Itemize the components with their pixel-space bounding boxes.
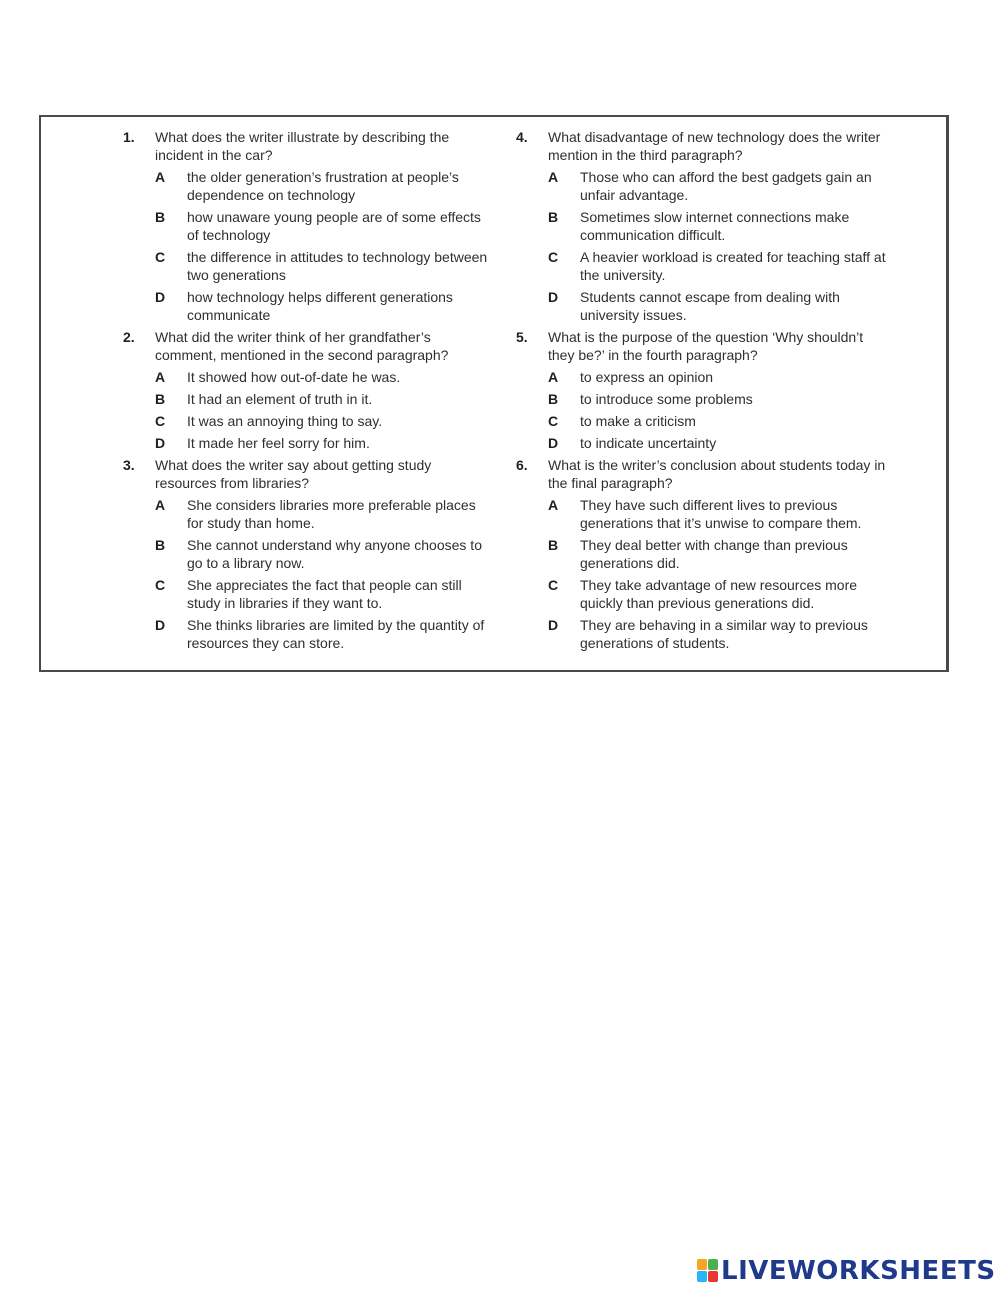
option-letter: C [548,413,559,429]
option-a[interactable] [155,368,498,386]
option-text: They take advantage of new resources more quickly than previous generations did. [580,577,858,611]
option-text: to express an opinion [580,369,714,385]
option-text: Those who can afford the best gadgets gain an unfair advantage. [580,169,872,203]
question-number: 3. [123,457,135,473]
option-text: how unaware young people are of some effects of technology [187,209,481,243]
question-row [516,328,891,364]
logo-block-blue [697,1271,707,1282]
option-text: how technology helps different generations communicate [187,289,453,323]
question-6 [516,456,891,652]
answer-options [548,368,891,452]
question-row [516,456,891,492]
option-text: It had an element of truth in it. [187,391,373,407]
question-2 [123,328,498,452]
question-text: What is the writer’s conclusion about students today in the final paragraph? [548,457,886,491]
question-text: What does the writer say about getting study resources from libraries? [155,457,432,491]
answer-options [155,496,498,652]
option-a[interactable] [548,168,891,204]
question-3 [123,456,498,652]
option-text: She thinks libraries are limited by the quantity of resources they can store. [187,617,485,651]
option-text: She considers libraries more preferable places for study than home. [187,497,476,531]
option-letter: C [155,577,166,593]
question-row [516,128,891,164]
question-5 [516,328,891,452]
question-row [123,128,498,164]
option-c[interactable] [548,248,891,284]
option-text: It made her feel sorry for him. [187,435,370,451]
option-c[interactable] [155,248,498,284]
logo-block-red [708,1271,718,1282]
option-text: Students cannot escape from dealing with university issues. [580,289,840,323]
option-letter: A [155,497,166,513]
option-letter: D [548,289,559,305]
question-text: What is the purpose of the question ‘Why shouldn’t they be?’ in the fourth paragraph? [548,329,864,363]
option-letter: B [548,537,559,553]
option-text: the older generation’s frustration at people’s dependence on technology [187,169,459,203]
option-text: the difference in attitudes to technology between two generations [187,249,488,283]
option-text: She appreciates the fact that people can still study in libraries if they want to. [187,577,462,611]
option-letter: B [548,391,559,407]
question-text: What does the writer illustrate by describing the incident in the car? [155,129,450,163]
option-text: They are behaving in a similar way to previous generations of students. [580,617,868,651]
option-letter: A [548,497,559,513]
option-d[interactable] [155,434,498,452]
question-number: 2. [123,329,135,345]
option-text: It was an annoying thing to say. [187,413,383,429]
option-letter: D [548,617,559,633]
option-letter: B [155,537,166,553]
option-letter: C [548,249,559,265]
option-c[interactable] [548,412,891,430]
option-text: Sometimes slow internet connections make communication difficult. [580,209,850,243]
option-d[interactable] [155,288,498,324]
option-b[interactable] [548,208,891,244]
option-a[interactable] [155,168,498,204]
option-letter: A [548,169,559,185]
question-1 [123,128,498,324]
answer-options [155,368,498,452]
question-number: 1. [123,129,135,145]
option-text: to make a criticism [580,413,696,429]
option-text: It showed how out-of-date he was. [187,369,401,385]
option-b[interactable] [155,390,498,408]
option-text: A heavier workload is created for teaching staff at the university. [580,249,886,283]
option-letter: B [155,391,166,407]
answer-options [548,496,891,652]
option-letter: A [155,369,166,385]
option-c[interactable] [155,412,498,430]
option-d[interactable] [548,434,891,452]
question-text: What did the writer think of her grandfather’s comment, mentioned in the second paragraph? [155,329,449,363]
option-letter: A [155,169,166,185]
option-b[interactable] [548,390,891,408]
option-letter: D [155,617,166,633]
option-a[interactable] [155,496,498,532]
option-letter: B [155,209,166,225]
option-text: to indicate uncertainty [580,435,717,451]
option-letter: C [155,413,166,429]
option-text: to introduce some problems [580,391,753,407]
answer-options [155,168,498,324]
liveworksheets-blocks-icon [697,1259,719,1283]
left-column [123,128,498,656]
question-number: 4. [516,129,528,145]
questions-box [39,115,949,672]
answer-options [548,168,891,324]
logo-block-green [708,1259,718,1270]
option-text: She cannot understand why anyone chooses to go to a library now. [187,537,482,571]
logo-text: LIVEWORKSHEETS [721,1256,996,1286]
option-text: They deal better with change than previous generations did. [580,537,848,571]
option-a[interactable] [548,496,891,532]
option-d[interactable] [548,288,891,324]
option-letter: C [155,249,166,265]
option-letter: D [155,435,166,451]
option-a[interactable] [548,368,891,386]
option-letter: D [155,289,166,305]
option-b[interactable] [155,208,498,244]
right-column [516,128,891,656]
question-number: 5. [516,329,528,345]
question-number: 6. [516,457,528,473]
option-d[interactable] [548,616,891,652]
option-letter: A [548,369,559,385]
option-d[interactable] [155,616,498,652]
question-text: What disadvantage of new technology does the writer mention in the third paragraph? [548,129,881,163]
liveworksheets-logo [697,1254,996,1288]
option-letter: B [548,209,559,225]
option-letter: C [548,577,559,593]
option-b[interactable] [155,536,498,572]
question-4 [516,128,891,324]
logo-block-orange [697,1259,707,1270]
option-b[interactable] [548,536,891,572]
question-row [123,456,498,492]
option-letter: D [548,435,559,451]
option-c[interactable] [548,576,891,612]
option-c[interactable] [155,576,498,612]
question-row [123,328,498,364]
option-text: They have such different lives to previous generations that it’s unwise to compare them. [580,497,862,531]
